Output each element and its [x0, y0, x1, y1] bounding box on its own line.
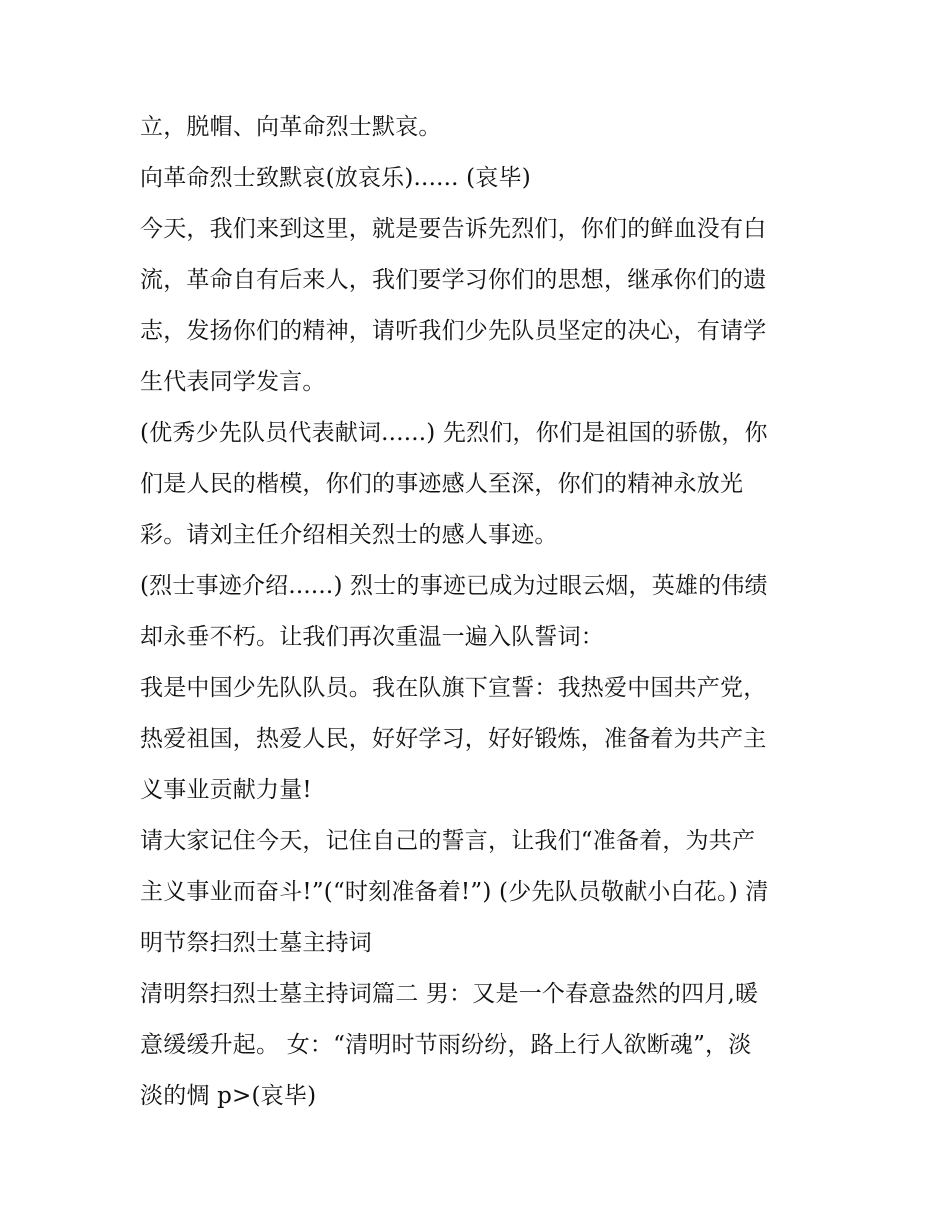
text-line: 清明祭扫烈士墓主持词篇二 男：又是一个春意盎然的四月,暖: [140, 981, 759, 1007]
text-line: (烈士事迹介绍......) 烈士的事迹已成为过眼云烟，英雄的伟绩: [140, 573, 768, 599]
text-line: 却永垂不朽。让我们再次重温一遍入队誓词：: [140, 624, 604, 650]
text-line: 流，革命自有后来人，我们要学习你们的思想，继承你们的遗: [140, 267, 767, 293]
text-line: 今天，我们来到这里，就是要告诉先烈们，你们的鲜血没有白: [140, 216, 767, 242]
text-line: 志，发扬你们的精神，请听我们少先队员坚定的决心，有请学: [140, 318, 767, 344]
text-line: 意缓缓升起。 女：“清明时节雨纷纷，路上行人欲断魂”，淡: [140, 1032, 752, 1058]
text-line: 们是人民的楷模，你们的事迹感人至深，你们的精神永放光: [140, 471, 744, 497]
text-line: 淡的惆 p>(哀毕): [140, 1083, 317, 1109]
text-line: 义事业贡献力量!: [140, 777, 312, 803]
text-line: (优秀少先队员代表献词......) 先烈们，你们是祖国的骄傲，你: [140, 420, 768, 446]
text-line: 我是中国少先队队员。我在队旗下宣誓：我热爱中国共产党，: [140, 675, 767, 701]
text-line: 向革命烈士致默哀(放哀乐)...... (哀毕): [140, 165, 531, 191]
document-body: [140, 102, 820, 1122]
text-line: 生代表同学发言。: [140, 369, 326, 395]
text-line: 明节祭扫烈士墓主持词: [140, 930, 372, 956]
text-line: 彩。请刘主任介绍相关烈士的感人事迹。: [140, 522, 558, 548]
text-line: 请大家记住今天，记住自己的誓言，让我们“准备着，为共产: [140, 828, 756, 854]
text-line: 主义事业而奋斗!”(“时刻准备着!”) (少先队员敬献小白花。) 清: [140, 879, 769, 905]
text-line: 立，脱帽、向革命烈士默哀。: [140, 114, 442, 140]
text-line: 热爱祖国，热爱人民，好好学习，好好锻炼，准备着为共产主: [140, 726, 767, 752]
